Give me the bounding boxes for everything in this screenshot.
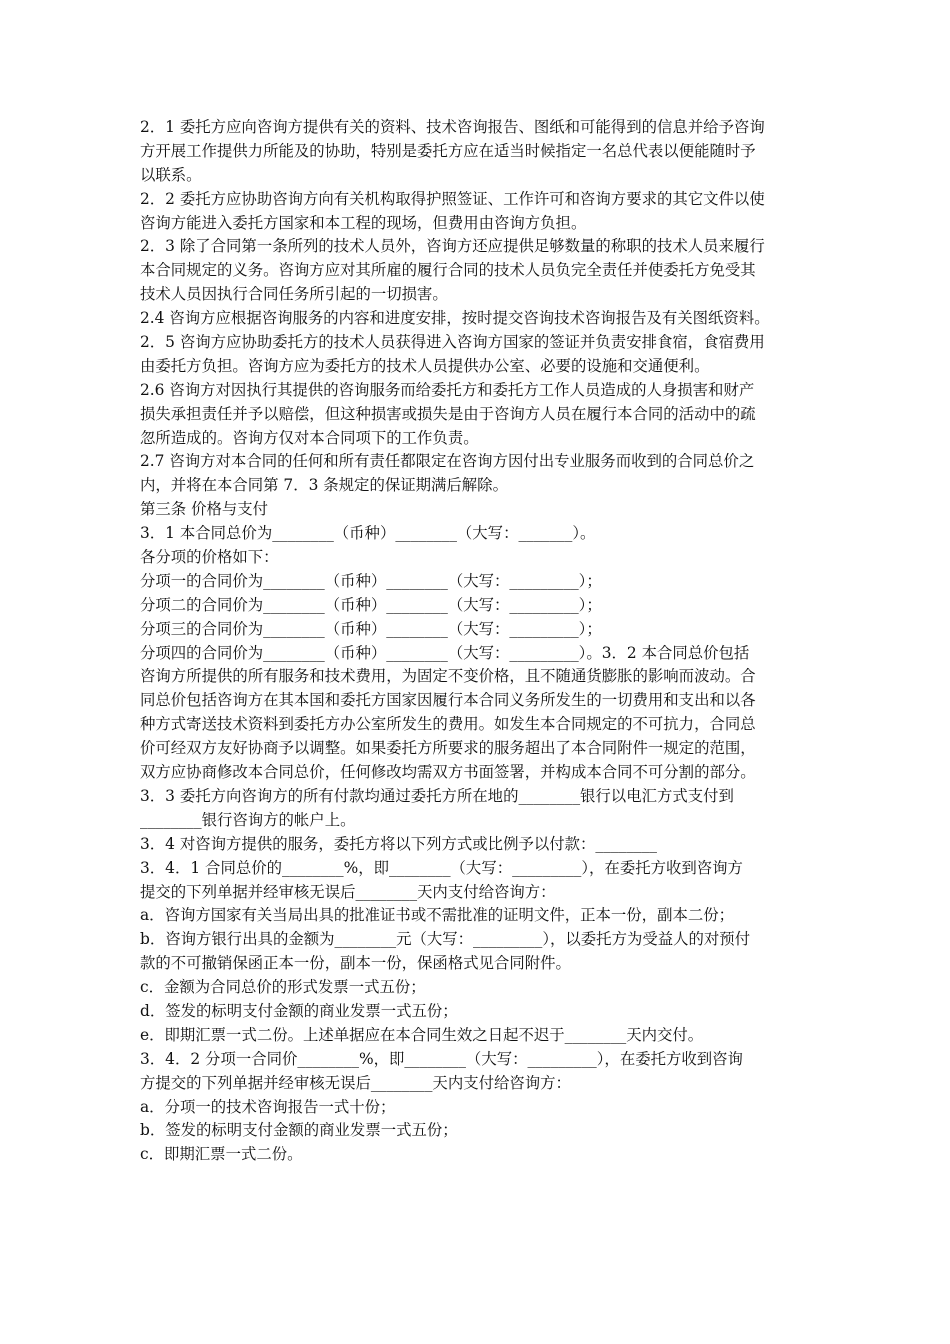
clause-3-4-1-item-e: e．即期汇票一式二份。上述单据应在本合同生效之日起不迟于________天内交付。 <box>140 1025 704 1044</box>
clause-3-3-line-2: ________银行咨询方的帐户上。 <box>140 810 356 829</box>
clause-2-3-line-2: 本合同规定的义务。咨询方应对其所雇的履行合同的技术人员负完全责任并使委托方免受其 <box>140 261 756 280</box>
clause-3-4-1-item-a: a．咨询方国家有关当局出具的批准证书或不需批准的证明文件，正本一份，副本二份； <box>140 906 735 925</box>
clause-2-4-line-1: 2.4 咨询方应根据咨询服务的内容和进度安排，按时提交咨询技术咨询报告及有关图纸资料。 <box>140 309 770 328</box>
clause-2-7-line-1: 2.7 咨询方对本合同的任何和所有责任都限定在咨询方因付出专业服务而收到的合同总价之 <box>140 452 755 471</box>
clause-3-2-line-6: 双方应协商修改本合同总价，任何修改均需双方书面签署，并构成本合同不可分割的部分。 <box>140 763 756 782</box>
section-3-heading: 第三条 价格与支付 <box>140 500 269 519</box>
clause-2-6-line-1: 2.6 咨询方对因执行其提供的咨询服务而给委托方和委托方工作人员造成的人身损害和财产 <box>140 380 755 399</box>
clause-2-5-line-2: 由委托方负担。咨询方应为委托方的技术人员提供办公室、必要的设施和交通便利。 <box>140 356 710 375</box>
clause-2-5-line-1: 2．5 咨询方应协助委托方的技术人员获得进入咨询方国家的签证并负责安排食宿，食宿费用 <box>140 333 765 352</box>
clause-3-4-1-item-d: d．签发的标明支付金额的商业发票一式五份； <box>140 1001 458 1020</box>
clause-3-4-1-item-b-line-2: 款的不可撤销保函正本一份，副本一份，保函格式见合同附件。 <box>140 954 571 973</box>
clause-2-6-line-2: 损失承担责任并予以赔偿，但这种损害或损失是由于咨询方人员在履行本合同的活动中的疏 <box>140 404 756 423</box>
clause-2-6-line-3: 忽所造成的。咨询方仅对本合同项下的工作负责。 <box>140 428 479 447</box>
subitem-1-price-line: 分项一的合同价为________（币种）________（大写：_________）； <box>140 571 602 590</box>
clause-3-2-line-5: 价可经双方友好协商予以调整。如果委托方所要求的服务超出了本合同附件一规定的范围， <box>140 739 756 758</box>
clause-2-7-line-2: 内，并将在本合同第 7．3 条规定的保证期满后解除。 <box>140 476 508 495</box>
clause-3-2-line-3: 同总价包括咨询方在其本国和委托方国家因履行本合同义务所发生的一切费用和支出和以各 <box>140 691 756 710</box>
clause-3-4-line-1: 3．4 对咨询方提供的服务，委托方将以下列方式或比例予以付款：________ <box>140 834 657 853</box>
clause-3-1-line-1: 3．1 本合同总价为________（币种）________（大写：_______）。 <box>140 524 596 543</box>
clause-3-4-2-item-b: b．签发的标明支付金额的商业发票一式五份； <box>140 1121 458 1140</box>
clause-2-1-line-3: 以联系。 <box>140 165 202 184</box>
clause-3-4-2-line-1: 3．4．2 分项一合同价________%，即________（大写：_________），在委托方收到咨询 <box>140 1049 743 1068</box>
clause-3-4-1-item-c: c．金额为合同总价的形式发票一式五份； <box>140 978 426 997</box>
clause-2-2-line-1: 2．2 委托方应协助咨询方向有关机构取得护照签证、工作许可和咨询方要求的其它文件以使 <box>140 189 765 208</box>
subitem-4-price-line: 分项四的合同价为________（币种）________（大写：_________）。3．2 本合同总价包括 <box>140 643 750 662</box>
clause-2-2-line-2: 咨询方能进入委托方国家和本工程的现场，但费用由咨询方负担。 <box>140 213 587 232</box>
clause-3-4-2-item-c: c．即期汇票一式二份。 <box>140 1145 303 1164</box>
clause-3-4-1-item-b-line-1: b．咨询方银行出具的金额为________元（大写：_________），以委托方为受益人的对预付 <box>140 930 751 949</box>
clause-3-4-2-line-2: 方提交的下列单据并经审核无误后________天内支付给咨询方： <box>140 1073 571 1092</box>
clause-3-4-1-line-1: 3．4．1 合同总价的________%，即________（大写：_________），在委托方收到咨询方 <box>140 858 743 877</box>
subitem-3-price-line: 分项三的合同价为________（币种）________（大写：_________）； <box>140 619 602 638</box>
clause-2-3-line-3: 技术人员因执行合同任务所引起的一切损害。 <box>140 285 448 304</box>
clause-3-4-1-line-2: 提交的下列单据并经审核无误后________天内支付给咨询方： <box>140 882 556 901</box>
clause-3-4-2-item-a: a．分项一的技术咨询报告一式十份； <box>140 1097 396 1116</box>
contract-page <box>140 116 820 1167</box>
clause-2-1-line-2: 方开展工作提供力所能及的协助，特别是委托方应在适当时候指定一名总代表以便能随时予 <box>140 141 756 160</box>
clause-3-1-line-2: 各分项的价格如下： <box>140 548 279 567</box>
clause-3-2-line-4: 种方式寄送技术资料到委托方办公室所发生的费用。如发生本合同规定的不可抗力，合同总 <box>140 715 756 734</box>
clause-3-2-line-2: 咨询方所提供的所有服务和技术费用，为固定不变价格，且不随通货膨胀的影响而波动。合 <box>140 667 756 686</box>
clause-2-3-line-1: 2．3 除了合同第一条所列的技术人员外，咨询方还应提供足够数量的称职的技术人员来履行 <box>140 237 765 256</box>
clause-2-1-line-1: 2．1 委托方应向咨询方提供有关的资料、技术咨询报告、图纸和可能得到的信息并给予咨询 <box>140 118 765 136</box>
clause-3-3-line-1: 3．3 委托方向咨询方的所有付款均通过委托方所在地的________银行以电汇方式支付到 <box>140 786 734 805</box>
subitem-2-price-line: 分项二的合同价为________（币种）________（大写：_________）； <box>140 595 602 614</box>
